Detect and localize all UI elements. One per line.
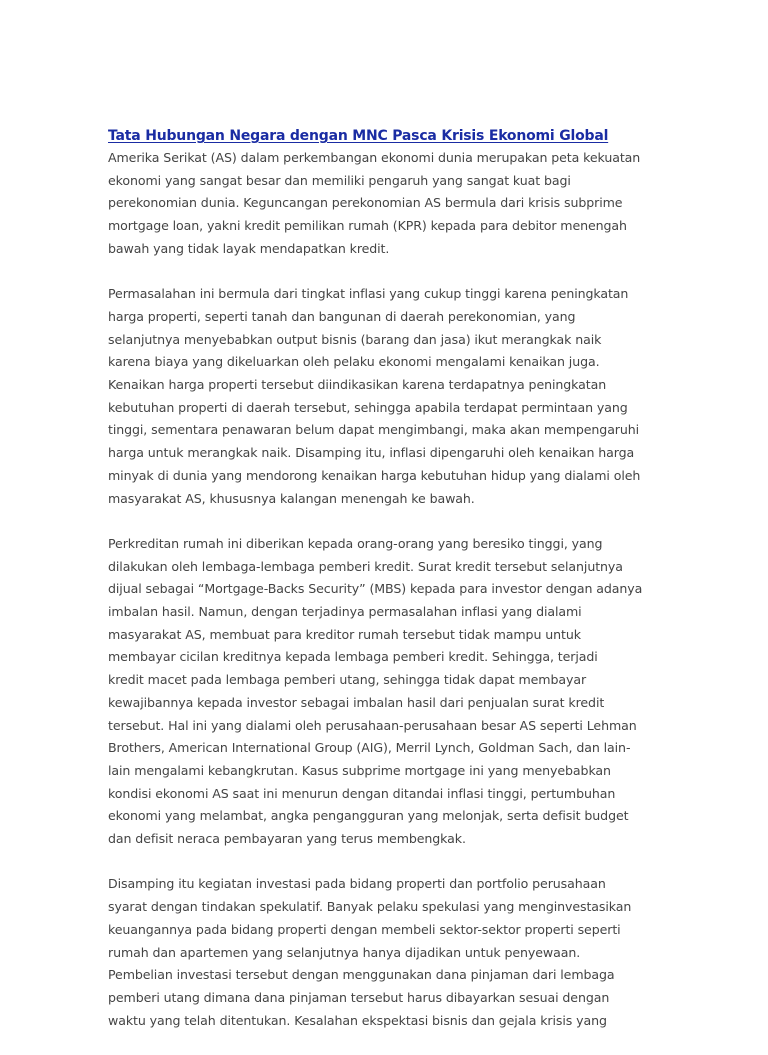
paragraph-line: waktu yang telah ditentukan. Kesalahan ekspektasi bisnis dan gejala krisis yang — [108, 1012, 607, 1028]
paragraph-line: syarat dengan tindakan spekulatif. Banyak pelaku spekulasi yang menginvestasikan — [108, 899, 632, 915]
paragraph-line: minyak di dunia yang mendorong kenaikan harga kebutuhan hidup yang dialami oleh — [108, 467, 641, 483]
paragraph-line: imbalan hasil. Namun, dengan terjadinya permasalahan inflasi yang dialami — [108, 604, 582, 620]
paragraph-line: ekonomi yang melambat, angka pengangguran yang melonjak, serta defisit budget — [108, 808, 629, 824]
paragraph-line: Amerika Serikat (AS) dalam perkembangan ekonomi dunia merupakan peta kekuatan — [108, 150, 641, 165]
paragraph-line: tinggi, sementara penawaran belum dapat mengimbangi, maka akan mempengaruhi — [108, 422, 640, 438]
paragraph-line: Permasalahan ini bermula dari tingkat inflasi yang cukup tinggi karena peningkatan — [108, 286, 629, 302]
paragraph-line: kebutuhan properti di daerah tersebut, sehingga apabila terdapat permintaan yang — [108, 399, 628, 415]
paragraph-line: dijual sebagai “Mortgage-Backs Security” (MBS) kepada para investor dengan adanya — [108, 581, 643, 597]
paragraph-line: rumah dan apartemen yang selanjutnya hanya dijadikan untuk penyewaan. — [108, 944, 581, 960]
paragraph-line: tersebut. Hal ini yang dialami oleh perusahaan-perusahaan besar AS seperti Lehman — [108, 717, 637, 733]
paragraph-line: karena biaya yang dikeluarkan oleh pelaku ekonomi mengalami kenaikan juga. — [108, 354, 600, 370]
article-body — [108, 124, 668, 1055]
paragraph-line: keuangannya pada bidang properti dengan membeli sektor-sektor properti seperti — [108, 921, 621, 937]
paragraph-2 — [108, 283, 668, 510]
paragraph-line: kredit macet pada lembaga pemberi utang, sehingga tidak dapat membayar — [108, 672, 587, 688]
paragraph-line: Brothers, American International Group (AIG), Merril Lynch, Goldman Sach, dan lain- — [108, 740, 631, 756]
paragraph-line: Kenaikan harga properti tersebut diindikasikan karena terdapatnya peningkatan — [108, 377, 607, 393]
article-title-link[interactable]: Tata Hubungan Negara dengan MNC Pasca Krisis Ekonomi Global — [108, 128, 609, 144]
paragraph-line: masyarakat AS, membuat para kreditor rumah tersebut tidak mampu untuk — [108, 626, 581, 642]
paragraph-4 — [108, 873, 668, 1032]
paragraph-line: Disamping itu kegiatan investasi pada bidang properti dan portfolio perusahaan — [108, 876, 606, 892]
paragraph-line: dan defisit neraca pembayaran yang terus membengkak. — [108, 831, 466, 847]
paragraph-line: dilakukan oleh lembaga-lembaga pemberi kredit. Surat kredit tersebut selanjutnya — [108, 558, 623, 574]
paragraph-3 — [108, 533, 668, 851]
paragraph-line: kewajibannya kepada investor sebagai imbalan hasil dari penjualan surat kredit — [108, 694, 605, 710]
paragraph-line: masyarakat AS, khususnya kalangan menengah ke bawah. — [108, 490, 475, 506]
paragraph-line: Perkreditan rumah ini diberikan kepada orang-orang yang beresiko tinggi, yang — [108, 535, 603, 551]
paragraph-line: kondisi ekonomi AS saat ini menurun dengan ditandai inflasi tinggi, pertumbuhan — [108, 785, 616, 801]
paragraph-line: pemberi utang dimana dana pinjaman tersebut harus dibayarkan sesuai dengan — [108, 989, 610, 1005]
paragraph-line: mortgage loan, yakni kredit pemilikan rumah (KPR) kepada para debitor menengah — [108, 218, 627, 234]
paragraph-line: Pembelian investasi tersebut dengan menggunakan dana pinjaman dari lembaga — [108, 967, 615, 983]
paragraph-line: membayar cicilan kreditnya kepada lembaga pemberi kredit. Sehingga, terjadi — [108, 649, 598, 665]
paragraph-line: perekonomian dunia. Keguncangan perekonomian AS bermula dari krisis subprime — [108, 195, 623, 211]
paragraph-1 — [108, 147, 668, 261]
paragraph-line: ekonomi yang sangat besar dan memiliki pengaruh yang sangat kuat bagi — [108, 172, 571, 188]
paragraph-line: bawah yang tidak layak mendapatkan kredit. — [108, 240, 390, 256]
paragraph-line: harga properti, seperti tanah dan bangunan di daerah perekonomian, yang — [108, 308, 576, 324]
paragraph-line: selanjutnya menyebabkan output bisnis (barang dan jasa) ikut merangkak naik — [108, 331, 602, 347]
paragraph-line: harga untuk merangkak naik. Disamping itu, inflasi dipengaruhi oleh kenaikan harga — [108, 445, 635, 461]
paragraph-line: lain mengalami kebangkrutan. Kasus subprime mortgage ini yang menyebabkan — [108, 762, 611, 778]
